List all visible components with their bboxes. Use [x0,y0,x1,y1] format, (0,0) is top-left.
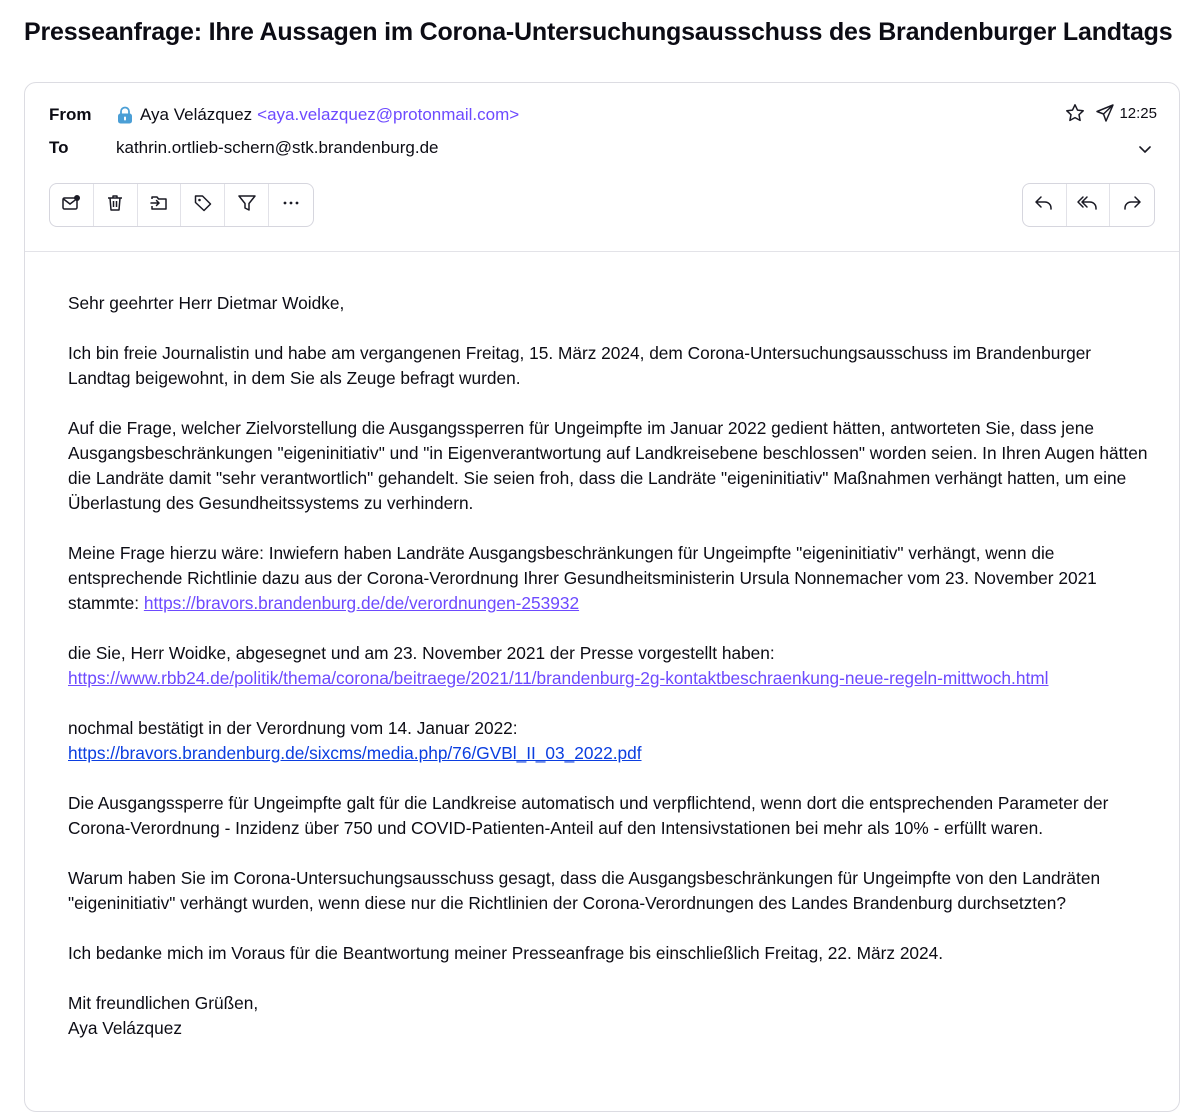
time-label: 12:25 [1119,104,1157,122]
paragraph [68,541,1148,616]
reply-icon [1033,193,1055,218]
mark-unread-icon [61,193,81,218]
trash-icon [105,193,125,218]
message-card [24,82,1180,1112]
message-meta [1065,103,1157,123]
sent-time [1095,103,1157,123]
greeting: Sehr geehrter Herr Dietmar Woidke, [68,293,345,313]
paragraph: Ich bedanke mich im Voraus für die Beantwortung meiner Presseanfrage bis einschließlich Freitag, 22. März 2024. [68,943,944,963]
message-body [68,291,1148,1066]
filter-button[interactable] [225,184,269,226]
email-subject: Presseanfrage: Ihre Aussagen im Corona-Untersuchungsausschuss des Brandenburger Landtags [24,18,1173,46]
forward-button[interactable] [1110,184,1154,226]
paragraph-text: nochmal bestätigt in der Verordnung vom 14. Januar 2022: [68,718,518,738]
paragraph: Auf die Frage, welcher Zielvorstellung die Ausgangssperren für Ungeimpfte im Januar 2022 gedient hätten, antworteten Sie, dass jene Ausgangsbeschränkungen "eigeninitiativ" und "in Eigenverantwortung auf Landkreisebene beschlossen" worden seien. In Ihren Augen hätten die Landräte damit "sehr verantwortlich" gehandelt. Sie seien froh, dass die Landräte "eigeninitiativ" Maßnahmen verhängt hatten, um eine Überlastung des Gesundheitssystems zu verhindern. [68,418,1148,513]
label-icon [193,193,213,218]
signature: Aya Velázquez [68,1018,183,1038]
more-button[interactable] [269,184,313,226]
lock-icon [117,106,133,124]
paragraph [68,716,1148,766]
reply-all-button[interactable] [1067,184,1111,226]
star-icon[interactable] [1065,103,1085,123]
sender[interactable] [117,105,519,125]
closing-text: Mit freundlichen Grüßen, [68,993,259,1013]
paper-plane-icon [1095,103,1115,123]
sender-email[interactable]: <aya.velazquez@protonmail.com> [257,105,520,124]
sender-name[interactable]: Aya Velázquez [140,105,253,124]
forward-icon [1121,193,1143,218]
message-actions-toolbar [49,183,314,227]
move-button[interactable] [138,184,182,226]
rbb24-link[interactable]: https://www.rbb24.de/politik/thema/corona/beitraege/2021/11/brandenburg-2g-kontaktbeschraenkung-neue-regeln-mittwoch.html [68,668,1049,688]
verordnung-link[interactable]: https://bravors.brandenburg.de/de/verordnungen-253932 [143,593,580,613]
paragraph: Warum haben Sie im Corona-Untersuchungsausschuss gesagt, dass die Ausgangsbeschränkungen für Ungeimpfte von den Landräten "eigeninitiativ" verhängt wurden, wenn diese nur die Richtlinien der Corona-Verordnungen des Landes Brandenburg durchsetzten? [68,868,1101,913]
paragraph [68,641,1148,691]
paragraph: Ich bin freie Journalistin und habe am vergangenen Freitag, 15. März 2024, dem Corona-Untersuchungsausschuss im Brandenburger Landtag beigewohnt, in dem Sie als Zeuge befragt wurden. [68,343,1092,388]
closing [68,991,1148,1041]
mark-unread-button[interactable] [50,184,94,226]
more-icon [281,193,301,218]
recipient-address[interactable]: kathrin.ortlieb-schern@stk.brandenburg.de [116,138,439,157]
reply-actions-toolbar [1022,183,1155,227]
from-label: From [49,105,92,124]
gvbl-pdf-link[interactable]: https://bravors.brandenburg.de/sixcms/media.php/76/GVBl_II_03_2022.pdf [68,743,642,763]
reply-button[interactable] [1023,184,1067,226]
header-divider [25,251,1179,252]
delete-button[interactable] [94,184,138,226]
to-label: To [49,138,69,157]
filter-icon [237,193,257,218]
reply-all-icon [1076,193,1100,218]
paragraph: Die Ausgangssperre für Ungeimpfte galt für die Landkreise automatisch und verpflichtend, wenn dort die entsprechenden Parameter der Corona-Verordnung - Inzidenz über 750 und COVID-Patienten-Anteil auf den Intensivstationen bei mehr als 10% - erfüllt waren. [68,793,1109,838]
paragraph-text: Meine Frage hierzu wäre: Inwiefern haben Landräte Ausgangsbeschränkungen für Ungeimpfte "eigeninitiativ" verhängt, wenn die entsprechende Richtlinie dazu aus der Corona-Verordnung Ihrer Gesundheitsministerin Ursula Nonnemacher vom 23. November 2021 stammte: [68,543,1097,613]
label-button[interactable] [181,184,225,226]
paragraph-text: die Sie, Herr Woidke, abgesegnet und am 23. November 2021 der Presse vorgestellt haben: [68,643,775,663]
move-icon [149,193,169,218]
chevron-down-icon[interactable] [1137,141,1153,162]
